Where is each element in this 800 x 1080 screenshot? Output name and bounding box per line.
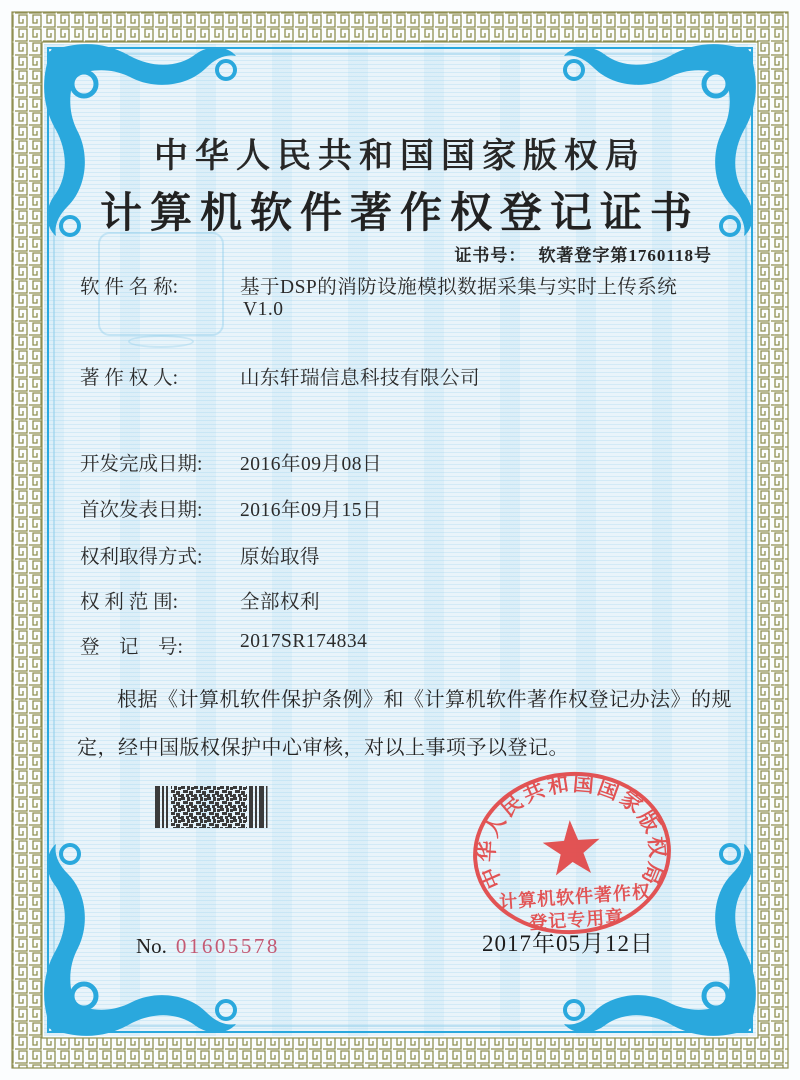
serial-number-value: 01605578 <box>175 934 280 958</box>
field-software-name <box>80 271 740 321</box>
field-label: 开发完成日期: <box>80 454 203 475</box>
certificate-number-label: 证书号： <box>454 246 527 265</box>
field-dev-completion-date <box>80 448 740 476</box>
field-value: 2016年09月08日 <box>240 454 383 475</box>
field-copyright-owner <box>80 362 740 390</box>
issuing-authority: 中华人民共和国国家版权局 <box>154 138 646 175</box>
field-label: 登 记 号: <box>80 637 183 658</box>
field-label: 著 作 权 人: <box>80 368 179 389</box>
star-icon <box>541 818 602 876</box>
field-registration-number <box>80 631 740 659</box>
registration-statement: 根据《计算机软件保护条例》和《计算机软件著作权登记办法》的规定，经中国版权保护中心审核，对以上事项予以登记。 <box>77 689 732 759</box>
field-value: 2017SR174834 <box>240 631 368 652</box>
serial-number-label: No. <box>136 934 167 958</box>
field-value: 2016年09月15日 <box>240 500 383 521</box>
pdf417-barcode-icon <box>155 786 273 828</box>
certificate-number-value: 软著登字第1760118号 <box>538 246 712 265</box>
field-value: 山东轩瑞信息科技有限公司 <box>240 368 481 389</box>
field-label: 权利取得方式: <box>80 547 203 568</box>
field-value: 原始取得 <box>240 547 321 568</box>
issue-date: 2017年05月12日 <box>482 931 654 956</box>
field-value-version: V1.0 <box>243 299 284 320</box>
field-rights-acquisition-method <box>80 541 740 569</box>
field-label: 软 件 名 称: <box>80 277 179 298</box>
field-label: 首次发表日期: <box>80 500 203 521</box>
field-value: 基于DSP的消防设施模拟数据采集与实时上传系统 <box>240 277 678 298</box>
seal-arc-text: 中华人民共和国国家版权局 <box>474 771 670 893</box>
field-value: 全部权利 <box>240 592 321 613</box>
field-label: 权 利 范 围: <box>80 592 179 613</box>
field-first-publication-date <box>80 494 740 522</box>
certificate-title: 计算机软件著作权登记证书 <box>99 191 700 237</box>
certificate-number-line <box>454 241 712 266</box>
seal-line2: 登记专用章 <box>528 906 625 934</box>
serial-number-line <box>136 934 280 959</box>
field-rights-scope <box>80 586 740 614</box>
seal-line1: 计算机软件著作权 <box>498 881 652 913</box>
